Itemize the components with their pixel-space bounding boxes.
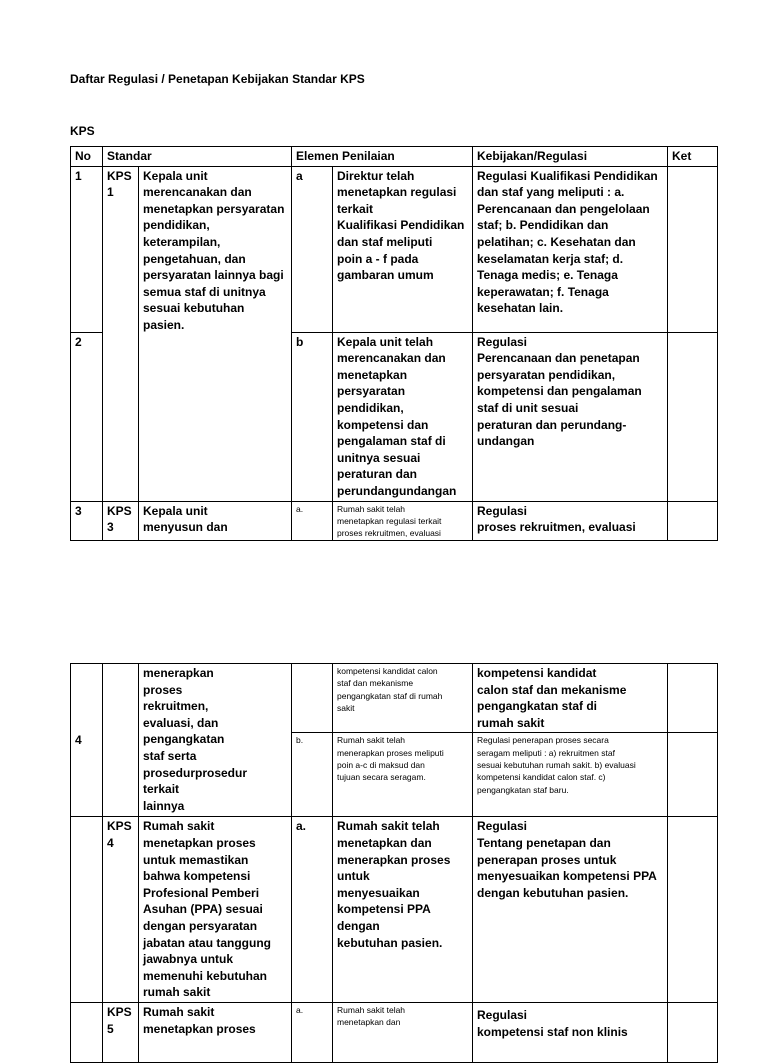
header-no: No [71, 147, 103, 167]
ket-cell [668, 1002, 718, 1062]
policy-text: Regulasi proses rekruitmen, evaluasi [473, 501, 668, 541]
standard-text: menerapkan proses rekruitmen, evaluasi, dan pengangkatan staf serta prosedurprosedur terkait lainnya [139, 664, 292, 817]
element-text: Rumah sakit telah menetapkan regulasi terkait proses rekruitmen, evaluasi [333, 501, 473, 541]
header-standar: Standar [103, 147, 292, 167]
element-text: Direktur telah menetapkan regulasi terkait Kualifikasi Pendidikan dan staf meliputi poin a - f pada gambaran umum [333, 166, 473, 332]
element-letter: a. [292, 1002, 333, 1062]
ket-cell [668, 733, 718, 817]
row-no [71, 817, 103, 1003]
element-letter: b. [292, 733, 333, 817]
policy-text: Regulasi kompetensi staf non klinis [473, 1002, 668, 1062]
section-label: KPS [70, 124, 95, 138]
standard-code [103, 664, 139, 817]
row-no [71, 1002, 103, 1062]
element-text: Rumah sakit telah menetapkan dan [333, 1002, 473, 1062]
row-no: 1 [71, 166, 103, 332]
regulation-table-part-1 [70, 146, 718, 541]
element-text: Rumah sakit telah menerapkan proses meliputi poin a-c di maksud dan tujuan secara seragam. [333, 733, 473, 817]
row-no: 3 [71, 501, 103, 541]
regulation-table-part-2 [70, 663, 718, 1063]
element-text: kompetensi kandidat calon staf dan mekanisme pengangkatan staf di rumah sakit [333, 664, 473, 733]
document-title: Daftar Regulasi / Penetapan Kebijakan Standar KPS [70, 72, 365, 86]
policy-text: Regulasi Kualifikasi Pendidikan dan staf yang meliputi : a. Perencanaan dan pengelolaan staf; b. Pendidikan dan pelatihan; c. Kesehatan dan keselamatan kerja staf; d. Tenaga medis; e. Tenaga keperawatan; f. Tenaga kesehatan lain. [473, 166, 668, 332]
table-row [71, 166, 718, 332]
element-letter [292, 664, 333, 733]
standard-text: Kepala unit merencanakan dan menetapkan persyaratan pendidikan, keterampilan, pengetahuan, dan persyaratan lainnya bagi semua staf di unitnya sesuai kebutuhan pasien. [139, 166, 292, 501]
standard-code: KPS 1 [103, 166, 139, 501]
policy-text: Regulasi Perencanaan dan penetapan persyaratan pendidikan, kompetensi dan pengalaman staf di unit sesuai peraturan dan perundang- undangan [473, 332, 668, 501]
standard-code: KPS 3 [103, 501, 139, 541]
element-letter: b [292, 332, 333, 501]
element-letter: a. [292, 501, 333, 541]
table-row [71, 501, 718, 541]
ket-cell [668, 501, 718, 541]
element-letter: a. [292, 817, 333, 1003]
element-text: Kepala unit telah merencanakan dan menetapkan persyaratan pendidikan, kompetensi dan pengalaman staf di unitnya sesuai peraturan dan perundangundangan [333, 332, 473, 501]
ket-cell [668, 332, 718, 501]
policy-text: Regulasi Tentang penetapan dan penerapan proses untuk menyesuaikan kompetensi PPA dengan kebutuhan pasien. [473, 817, 668, 1003]
element-letter: a [292, 166, 333, 332]
policy-text: kompetensi kandidat calon staf dan mekanisme pengangkatan staf di rumah sakit [473, 664, 668, 733]
ket-cell [668, 664, 718, 733]
standard-text: Rumah sakit menetapkan proses [139, 1002, 292, 1062]
table-row [71, 664, 718, 733]
row-no: 2 [71, 332, 103, 501]
header-kebijakan-regulasi: Kebijakan/Regulasi [473, 147, 668, 167]
header-elemen-penilaian: Elemen Penilaian [292, 147, 473, 167]
table-row [71, 817, 718, 1003]
element-text: Rumah sakit telah menetapkan dan menerapkan proses untuk menyesuaikan kompetensi PPA dengan kebutuhan pasien. [333, 817, 473, 1003]
standard-text: Kepala unit menyusun dan [139, 501, 292, 541]
table-row [71, 1002, 718, 1062]
standard-code: KPS 4 [103, 817, 139, 1003]
row-no: 4 [71, 664, 103, 817]
ket-cell [668, 817, 718, 1003]
standard-text: Rumah sakit menetapkan proses untuk memastikan bahwa kompetensi Profesional Pemberi Asuhan (PPA) sesuai dengan persyaratan jabatan atau tanggung jawabnya untuk memenuhi kebutuhan rumah sakit [139, 817, 292, 1003]
table-header-row [71, 147, 718, 167]
standard-code: KPS 5 [103, 1002, 139, 1062]
policy-text: Regulasi penerapan proses secara seragam meliputi : a) rekruitmen staf sesuai kebutuhan rumah sakit. b) evaluasi kompetensi kandidat calon staf. c) pengangkatan staf baru. [473, 733, 668, 817]
ket-cell [668, 166, 718, 332]
header-ket: Ket [668, 147, 718, 167]
